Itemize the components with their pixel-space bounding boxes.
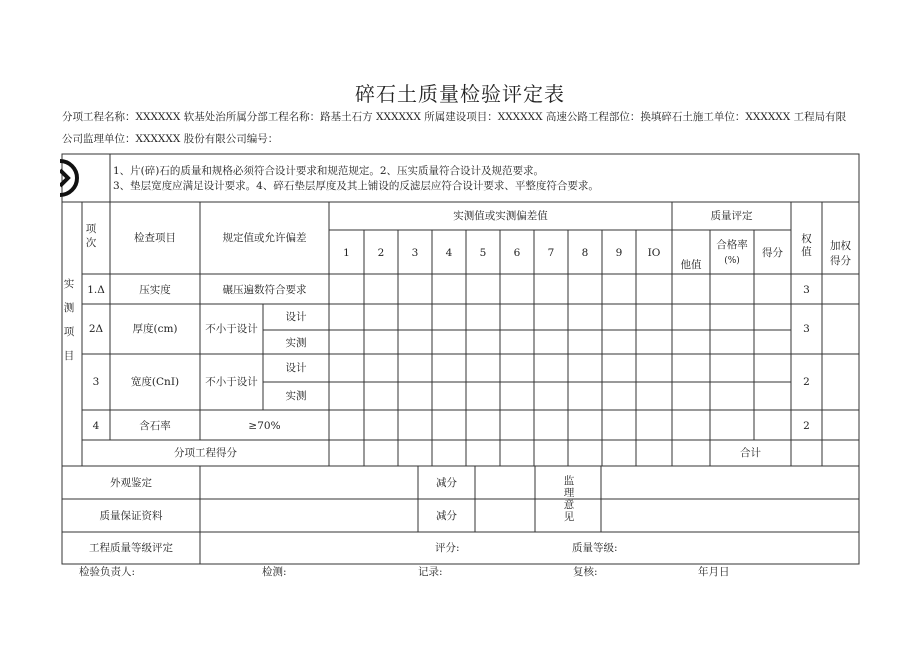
requirement-line-1: 1、片(碎)石的质量和规格必须符合设计要求和规范规定。2、压实质量符合设计及规范要求。 xyxy=(113,165,545,177)
row-4-weight: 2 xyxy=(803,420,810,432)
header-pass-rate: 合格率 xyxy=(716,239,748,251)
header-spec: 规定值或允许偏差 xyxy=(222,232,307,244)
footer-tester: 检测: xyxy=(262,566,287,578)
deduct-label-2: 减分 xyxy=(436,510,457,522)
row-3-actual: 实测 xyxy=(285,390,307,402)
row-1-weight: 3 xyxy=(803,284,810,296)
grade-label: 工程质量等级评定 xyxy=(89,542,173,554)
col-2: 2 xyxy=(377,247,385,259)
deduct-label-1: 减分 xyxy=(436,477,457,489)
col-6: 6 xyxy=(513,247,521,259)
header-other: 他值 xyxy=(680,259,702,271)
header-check-item: 检查项目 xyxy=(134,232,176,244)
row-2-spec: 不小于设计 xyxy=(205,323,258,335)
col-1: 1 xyxy=(343,247,350,259)
row-2-design: 设计 xyxy=(285,311,307,323)
col-4: 4 xyxy=(445,247,453,259)
row-3-design: 设计 xyxy=(285,362,307,374)
appearance-label: 外观鉴定 xyxy=(110,477,152,489)
row-3-item: 宽度(CnI) xyxy=(130,376,180,388)
row-3-no: 3 xyxy=(92,376,100,388)
header-score: 得分 xyxy=(762,247,783,259)
row-2-no: 2Δ xyxy=(88,323,104,335)
col-3: 3 xyxy=(411,247,419,259)
col-7: 7 xyxy=(547,247,555,259)
row-3-weight: 2 xyxy=(803,376,810,388)
row-2-weight: 3 xyxy=(803,323,810,335)
header-pass-rate-unit: (%) xyxy=(724,256,740,266)
header-item-no: 项次 xyxy=(85,223,97,249)
supervision-label: 监理意见 xyxy=(563,475,575,523)
row-2-actual: 实测 xyxy=(285,337,307,349)
footer-reviewer: 复核: xyxy=(573,566,598,578)
col-10: IO xyxy=(647,247,661,259)
row-2-item: 厚度(cm) xyxy=(132,323,178,335)
footer-inspector: 检验负责人: xyxy=(79,566,136,578)
rating-label: 评分: xyxy=(435,542,460,554)
subtotal-label: 分项工程得分 xyxy=(174,447,237,459)
header-weighted: 加权得分 xyxy=(830,240,851,267)
col-9: 9 xyxy=(615,247,623,259)
row-1-spec: 碾压遍数符合要求 xyxy=(222,284,307,296)
docs-label: 质量保证资料 xyxy=(99,510,163,522)
footer-date: 年月日 xyxy=(698,566,730,578)
section-label: 实测项目 xyxy=(63,278,75,362)
project-info-line-2: 公司监理单位：XXXXXX 股份有限公司编号： xyxy=(62,133,279,145)
header-measured: 实测值或实测偏差值 xyxy=(453,210,548,222)
row-4-no: 4 xyxy=(92,420,100,432)
project-info-line-1: 分项工程名称：XXXXXX 软基处治所属分部工程名称：路基土石方 XXXXXX 所属建设项目：XXXXXX 高速公路工程部位：换填碎石土施工单位：XXXXXX 工程局有限 xyxy=(62,111,847,123)
col-5: 5 xyxy=(479,247,487,259)
level-label: 质量等级: xyxy=(572,542,618,554)
requirement-line-2: 3、垫层宽度应满足设计要求。4、碎石垫层厚度及其上铺设的反滤层应符合设计要求、平整度符合要求。 xyxy=(113,180,599,192)
total-label: 合计 xyxy=(740,447,761,459)
row-1-item: 压实度 xyxy=(139,284,171,296)
row-4-spec: ≥70% xyxy=(248,420,281,432)
col-8: 8 xyxy=(581,247,589,259)
header-quality: 质量评定 xyxy=(710,210,753,222)
page-title: 碎石土质量检验评定表 xyxy=(355,82,565,106)
row-3-spec: 不小于设计 xyxy=(205,376,258,388)
row-4-item: 含石率 xyxy=(139,420,171,432)
seal-logo xyxy=(60,158,80,198)
header-weight: 权值 xyxy=(801,233,812,258)
row-1-no: 1.Δ xyxy=(87,284,105,296)
footer-recorder: 记录: xyxy=(418,566,443,578)
